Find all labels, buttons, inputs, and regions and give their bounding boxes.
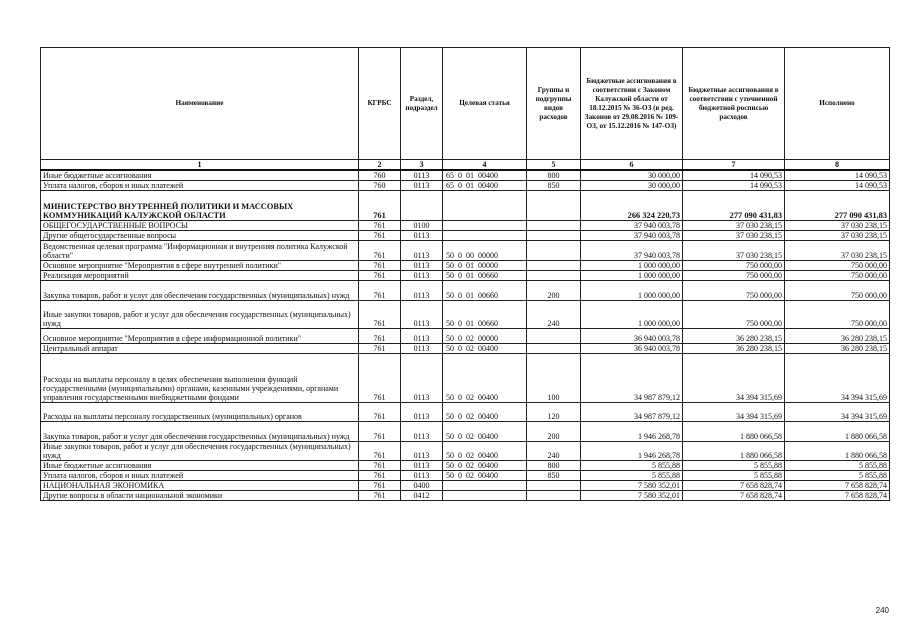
cell-razdel: 0113	[401, 344, 443, 354]
cell-executed: 5 855,88	[785, 471, 890, 481]
cell-group	[527, 344, 581, 354]
cell-executed: 7 658 828,74	[785, 491, 890, 501]
header-kgrbs: КГРБС	[359, 48, 401, 160]
cell-group: 200	[527, 281, 581, 301]
table-row	[41, 481, 890, 491]
cell-razdel: 0113	[401, 442, 443, 461]
cell-group	[527, 261, 581, 271]
cell-kgrbs: 760	[359, 181, 401, 191]
cell-name: Иные бюджетные ассигнования	[41, 461, 359, 471]
cell-target: 50 0 02 00400	[443, 442, 527, 461]
cell-name: Другие общегосударственные вопросы	[41, 231, 359, 241]
column-number: 8	[785, 160, 890, 171]
cell-target	[443, 481, 527, 491]
cell-target	[443, 221, 527, 231]
cell-name: МИНИСТЕРСТВО ВНУТРЕННЕЙ ПОЛИТИКИ И МАССОВЫХ КОММУНИКАЦИЙ КАЛУЖСКОЙ ОБЛАСТИ	[41, 191, 359, 221]
cell-group: 800	[527, 170, 581, 181]
cell-budget-refined: 14 090,53	[683, 170, 785, 181]
cell-name: Реализация мероприятий	[41, 271, 359, 281]
cell-executed: 750 000,00	[785, 301, 890, 329]
header-razdel: Раздел, подраздел	[401, 48, 443, 160]
cell-kgrbs: 761	[359, 354, 401, 403]
cell-group: 800	[527, 461, 581, 471]
header-groups: Группы и подгруппы видов расходов	[527, 48, 581, 160]
cell-budget-refined: 37 030 238,15	[683, 241, 785, 261]
cell-budget-refined: 750 000,00	[683, 281, 785, 301]
cell-executed: 750 000,00	[785, 271, 890, 281]
table-row	[41, 461, 890, 471]
cell-budget-refined: 36 280 238,15	[683, 344, 785, 354]
cell-group: 200	[527, 422, 581, 442]
cell-executed: 37 030 238,15	[785, 221, 890, 231]
cell-group	[527, 231, 581, 241]
cell-budget-refined: 750 000,00	[683, 301, 785, 329]
cell-budget-law: 1 000 000,00	[581, 301, 683, 329]
cell-budget-law: 34 987 879,12	[581, 403, 683, 422]
cell-razdel: 0100	[401, 221, 443, 231]
cell-target: 50 0 02 00400	[443, 461, 527, 471]
cell-executed: 1 880 066,58	[785, 442, 890, 461]
cell-budget-law: 5 855,88	[581, 471, 683, 481]
column-number: 2	[359, 160, 401, 171]
cell-group	[527, 221, 581, 231]
table-row	[41, 241, 890, 261]
cell-name: Центральный аппарат	[41, 344, 359, 354]
column-number: 5	[527, 160, 581, 171]
cell-name: Основное мероприятие "Мероприятия в сфере внутренней политики"	[41, 261, 359, 271]
column-number: 4	[443, 160, 527, 171]
cell-budget-law: 1 946 268,78	[581, 422, 683, 442]
cell-budget-law: 1 000 000,00	[581, 271, 683, 281]
header-budget-refined: Бюджетные ассигнования в соответствии с уточненной бюджетной росписью расходов	[683, 48, 785, 160]
cell-name: Иные закупки товаров, работ и услуг для обеспечения государственных (муниципальных) нужд	[41, 442, 359, 461]
cell-budget-refined: 37 030 238,15	[683, 221, 785, 231]
cell-group	[527, 241, 581, 261]
table-row	[41, 301, 890, 329]
cell-group	[527, 191, 581, 221]
cell-target: 50 0 01 00000	[443, 261, 527, 271]
cell-name: Уплата налогов, сборов и иных платежей	[41, 181, 359, 191]
cell-name: Иные бюджетные ассигнования	[41, 170, 359, 181]
table-row	[41, 403, 890, 422]
cell-razdel: 0113	[401, 271, 443, 281]
cell-group: 100	[527, 354, 581, 403]
cell-razdel: 0113	[401, 231, 443, 241]
cell-target	[443, 491, 527, 501]
cell-target: 50 0 01 00660	[443, 271, 527, 281]
cell-budget-law: 36 940 003,78	[581, 329, 683, 344]
cell-kgrbs: 761	[359, 301, 401, 329]
table-row	[41, 281, 890, 301]
cell-kgrbs: 761	[359, 231, 401, 241]
cell-target: 50 0 02 00400	[443, 344, 527, 354]
cell-razdel: 0113	[401, 422, 443, 442]
cell-executed: 14 090,53	[785, 170, 890, 181]
cell-kgrbs: 761	[359, 261, 401, 271]
cell-name: Закупка товаров, работ и услуг для обеспечения государственных (муниципальных) нужд	[41, 422, 359, 442]
cell-group	[527, 491, 581, 501]
cell-kgrbs: 761	[359, 344, 401, 354]
cell-razdel: 0113	[401, 354, 443, 403]
cell-budget-law: 1 000 000,00	[581, 261, 683, 271]
cell-kgrbs: 760	[359, 170, 401, 181]
cell-name: НАЦИОНАЛЬНАЯ ЭКОНОМИКА	[41, 481, 359, 491]
cell-budget-refined: 14 090,53	[683, 181, 785, 191]
budget-table	[40, 47, 890, 501]
cell-target: 50 0 02 00400	[443, 422, 527, 442]
table-row	[41, 221, 890, 231]
cell-executed: 750 000,00	[785, 281, 890, 301]
cell-razdel: 0113	[401, 329, 443, 344]
cell-name: Другие вопросы в области национальной экономики	[41, 491, 359, 501]
cell-budget-law: 7 580 352,01	[581, 481, 683, 491]
cell-budget-refined: 34 394 315,69	[683, 354, 785, 403]
cell-kgrbs: 761	[359, 329, 401, 344]
cell-group	[527, 271, 581, 281]
cell-razdel: 0400	[401, 481, 443, 491]
cell-executed: 37 030 238,15	[785, 241, 890, 261]
cell-name: ОБЩЕГОСУДАРСТВЕННЫЕ ВОПРОСЫ	[41, 221, 359, 231]
cell-budget-refined: 1 880 066,58	[683, 442, 785, 461]
cell-target: 65 0 01 00400	[443, 181, 527, 191]
cell-target: 50 0 00 00000	[443, 241, 527, 261]
cell-executed: 34 394 315,69	[785, 403, 890, 422]
table-row	[41, 422, 890, 442]
cell-name: Расходы на выплаты персоналу в целях обеспечения выполнения функций государственными (муниципальными) органами, казенными учреждениями, органами управления государственными внебюджетными фондами	[41, 354, 359, 403]
cell-executed: 37 030 238,15	[785, 231, 890, 241]
budget-table-sheet	[40, 47, 889, 501]
cell-budget-law: 37 940 003,78	[581, 241, 683, 261]
cell-kgrbs: 761	[359, 271, 401, 281]
cell-budget-law: 266 324 220,73	[581, 191, 683, 221]
cell-budget-refined: 750 000,00	[683, 261, 785, 271]
cell-budget-law: 34 987 879,12	[581, 354, 683, 403]
table-row	[41, 354, 890, 403]
column-number-row	[41, 160, 890, 171]
table-row	[41, 271, 890, 281]
cell-budget-refined: 36 280 238,15	[683, 329, 785, 344]
cell-target: 50 0 02 00400	[443, 403, 527, 422]
cell-executed: 750 000,00	[785, 261, 890, 271]
header-target: Целевая статья	[443, 48, 527, 160]
cell-budget-law: 37 940 003,78	[581, 221, 683, 231]
cell-executed: 36 280 238,15	[785, 344, 890, 354]
cell-executed: 7 658 828,74	[785, 481, 890, 491]
cell-name: Закупка товаров, работ и услуг для обеспечения государственных (муниципальных) нужд	[41, 281, 359, 301]
cell-budget-law: 30 000,00	[581, 170, 683, 181]
cell-group: 240	[527, 301, 581, 329]
cell-razdel: 0113	[401, 181, 443, 191]
cell-kgrbs: 761	[359, 461, 401, 471]
cell-budget-refined: 7 658 828,74	[683, 481, 785, 491]
cell-razdel: 0113	[401, 471, 443, 481]
table-row	[41, 471, 890, 481]
cell-group: 120	[527, 403, 581, 422]
cell-executed: 34 394 315,69	[785, 354, 890, 403]
table-header-row	[41, 48, 890, 160]
cell-name: Иные закупки товаров, работ и услуг для обеспечения государственных (муниципальных) нужд	[41, 301, 359, 329]
cell-kgrbs: 761	[359, 471, 401, 481]
cell-group: 240	[527, 442, 581, 461]
cell-target: 50 0 02 00400	[443, 354, 527, 403]
cell-executed: 277 090 431,83	[785, 191, 890, 221]
cell-budget-law: 30 000,00	[581, 181, 683, 191]
table-row	[41, 442, 890, 461]
cell-budget-law: 5 855,88	[581, 461, 683, 471]
cell-budget-refined: 5 855,88	[683, 461, 785, 471]
cell-razdel: 0113	[401, 261, 443, 271]
cell-budget-refined: 37 030 238,15	[683, 231, 785, 241]
column-number: 7	[683, 160, 785, 171]
table-row	[41, 231, 890, 241]
cell-executed: 36 280 238,15	[785, 329, 890, 344]
header-executed: Исполнено	[785, 48, 890, 160]
table-row	[41, 491, 890, 501]
column-number: 1	[41, 160, 359, 171]
cell-target: 50 0 01 00660	[443, 281, 527, 301]
cell-executed: 14 090,53	[785, 181, 890, 191]
cell-target	[443, 191, 527, 221]
page-number: 240	[875, 606, 889, 615]
cell-razdel	[401, 191, 443, 221]
cell-razdel: 0113	[401, 241, 443, 261]
cell-kgrbs: 761	[359, 481, 401, 491]
cell-target: 65 0 01 00400	[443, 170, 527, 181]
cell-executed: 5 855,88	[785, 461, 890, 471]
cell-executed: 1 880 066,58	[785, 422, 890, 442]
cell-target: 50 0 01 00660	[443, 301, 527, 329]
column-number: 3	[401, 160, 443, 171]
cell-target	[443, 231, 527, 241]
table-row	[41, 191, 890, 221]
cell-name: Уплата налогов, сборов и иных платежей	[41, 471, 359, 481]
table-body	[41, 170, 890, 501]
cell-razdel: 0412	[401, 491, 443, 501]
cell-kgrbs: 761	[359, 221, 401, 231]
cell-kgrbs: 761	[359, 491, 401, 501]
cell-kgrbs: 761	[359, 241, 401, 261]
cell-name: Основное мероприятие "Мероприятия в сфере информационной политики"	[41, 329, 359, 344]
table-row	[41, 181, 890, 191]
cell-razdel: 0113	[401, 461, 443, 471]
cell-group: 850	[527, 471, 581, 481]
cell-group	[527, 329, 581, 344]
cell-name: Ведомственная целевая программа "Информационная и внутренняя политика Калужской области"	[41, 241, 359, 261]
cell-kgrbs: 761	[359, 191, 401, 221]
cell-budget-refined: 277 090 431,83	[683, 191, 785, 221]
cell-razdel: 0113	[401, 170, 443, 181]
column-number: 6	[581, 160, 683, 171]
cell-razdel: 0113	[401, 403, 443, 422]
cell-budget-refined: 34 394 315,69	[683, 403, 785, 422]
cell-budget-refined: 750 000,00	[683, 271, 785, 281]
cell-kgrbs: 761	[359, 281, 401, 301]
cell-budget-law: 1 000 000,00	[581, 281, 683, 301]
table-row	[41, 261, 890, 271]
table-row	[41, 170, 890, 181]
cell-budget-law: 37 940 003,78	[581, 231, 683, 241]
cell-budget-refined: 5 855,88	[683, 471, 785, 481]
cell-razdel: 0113	[401, 281, 443, 301]
table-row	[41, 344, 890, 354]
cell-kgrbs: 761	[359, 442, 401, 461]
header-budget-law: Бюджетные ассигнования в соответствии с Законом Калужской области от 18.12.2015 № 36-ОЗ (в ред. Законов от 29.08.2016 № 109-ОЗ, от 15.12.2016 № 147-ОЗ)	[581, 48, 683, 160]
cell-target: 50 0 02 00400	[443, 471, 527, 481]
cell-target: 50 0 02 00000	[443, 329, 527, 344]
cell-group	[527, 481, 581, 491]
table-row	[41, 329, 890, 344]
cell-group: 850	[527, 181, 581, 191]
cell-kgrbs: 761	[359, 422, 401, 442]
cell-kgrbs: 761	[359, 403, 401, 422]
cell-razdel: 0113	[401, 301, 443, 329]
cell-budget-refined: 1 880 066,58	[683, 422, 785, 442]
header-name: Наименование	[41, 48, 359, 160]
cell-budget-refined: 7 658 828,74	[683, 491, 785, 501]
cell-budget-law: 1 946 268,78	[581, 442, 683, 461]
cell-name: Расходы на выплаты персоналу государственных (муниципальных) органов	[41, 403, 359, 422]
cell-budget-law: 7 580 352,01	[581, 491, 683, 501]
cell-budget-law: 36 940 003,78	[581, 344, 683, 354]
